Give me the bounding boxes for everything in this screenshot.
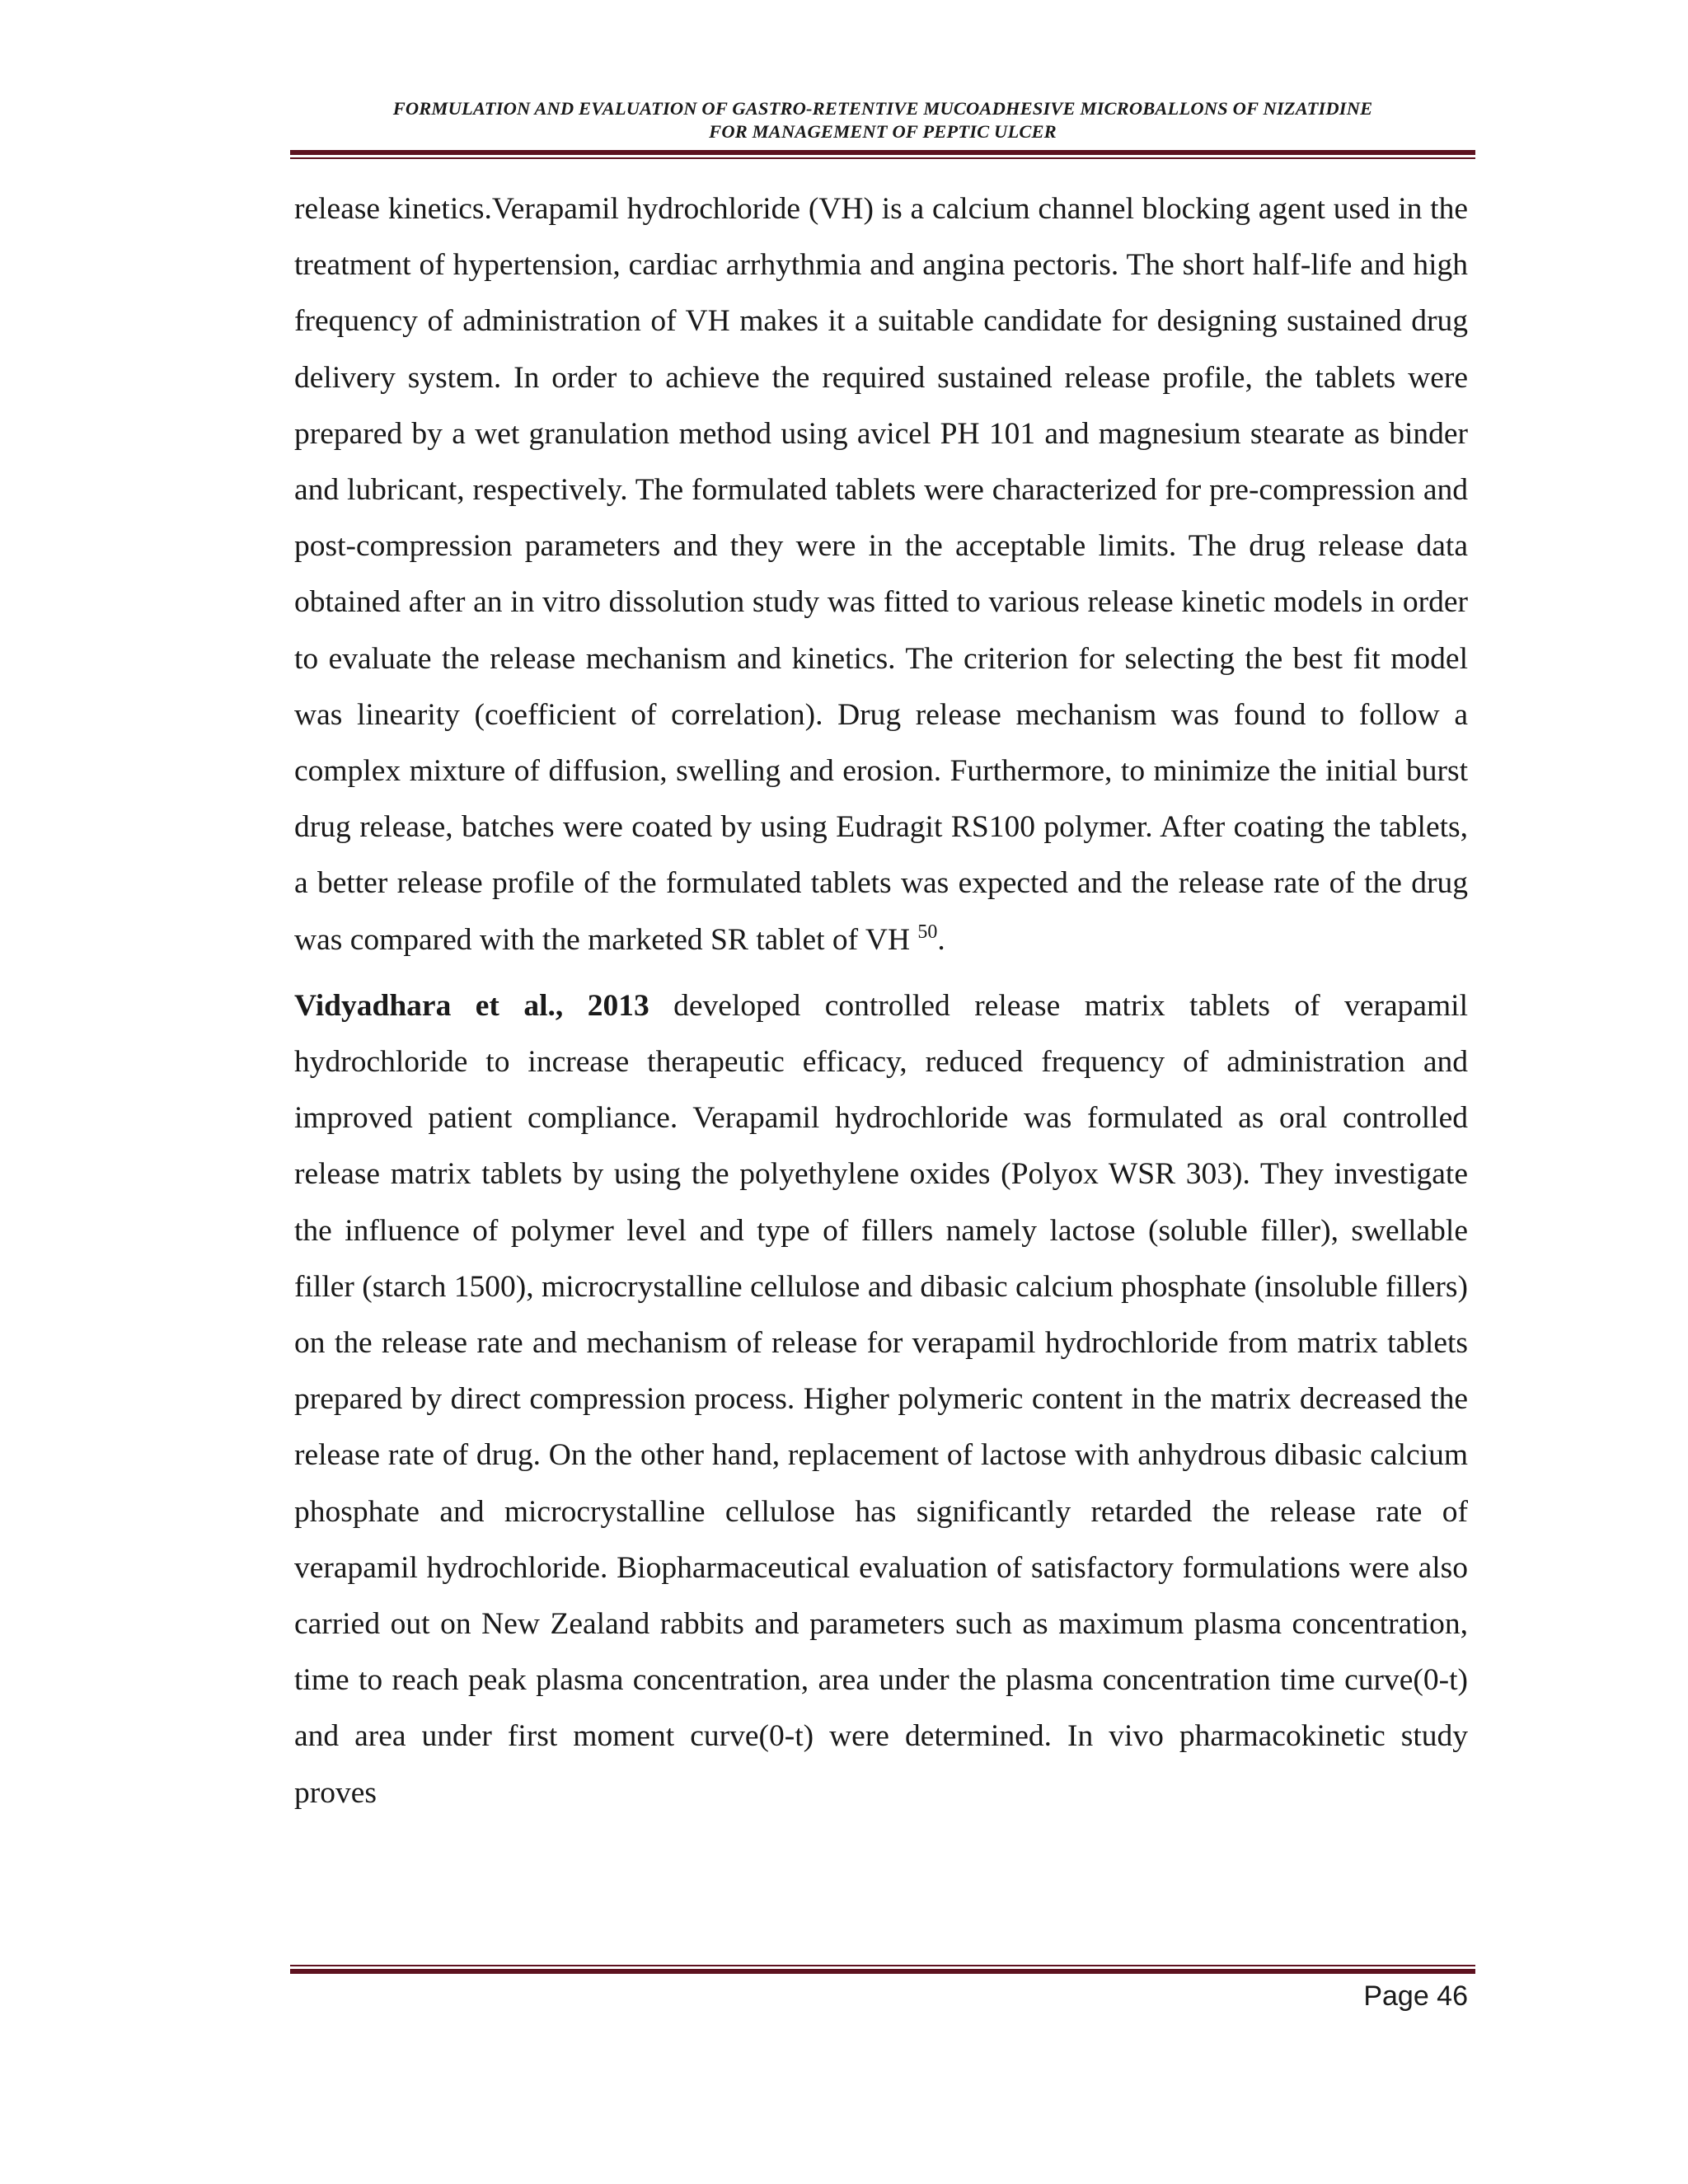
header-rule-thick: [290, 150, 1475, 155]
running-header-line-1: FORMULATION AND EVALUATION OF GASTRO-RETENTIVE MUCOADHESIVE MICROBALLONS OF NIZATIDINE: [392, 98, 1373, 119]
body-paragraph-1: [294, 181, 1468, 968]
footer-rule-thin: [290, 1965, 1475, 1966]
running-header-line-2: FOR MANAGEMENT OF PEPTIC ULCER: [709, 121, 1057, 142]
running-header: [293, 97, 1473, 143]
paragraph-1-end: .: [937, 922, 945, 957]
paragraph-1-text: release kinetics.Verapamil hydrochloride (VH) is a calcium channel blocking agent used in the treatment of hypertension, cardiac arrhythmia and angina pectoris. The short half-life and high frequency of administration of VH makes it a suitable candidate for designing sustained drug delivery system. In order to achieve the required sustained release profile, the tablets were prepared by a wet granulation method using avicel PH 101 and magnesium stearate as binder and lubricant, respectively. The formulated tablets were characterized for pre-compression and post-compression parameters and they were in the acceptable limits. The drug release data obtained after an in vitro dissolution study was fitted to various release kinetic models in order to evaluate the release mechanism and kinetics. The criterion for selecting the best fit model was linearity (coefficient of correlation). Drug release mechanism was found to follow a complex mixture of diffusion, swelling and erosion. Furthermore, to minimize the initial burst drug release, batches were coated by using Eudragit RS100 polymer. After coating the tablets, a better release profile of the formulated tablets was expected and the release rate of the drug was compared with the marketed SR tablet of VH: [294, 192, 1468, 957]
citation-reference: 50: [917, 921, 938, 943]
author-citation: Vidyadhara et al., 2013: [294, 988, 649, 1023]
header-rule-thin: [290, 157, 1475, 159]
paragraph-2-text: developed controlled release matrix tablets of verapamil hydrochloride to increase therapeutic efficacy, reduced frequency of administration and improved patient compliance. Verapamil hydrochloride was formulated as oral controlled release matrix tablets by using the polyethylene oxides (Polyox WSR 303). They investigate the influence of polymer level and type of fillers namely lactose (soluble filler), swellable filler (starch 1500), microcrystalline cellulose and dibasic calcium phosphate (insoluble fillers) on the release rate and mechanism of release for verapamil hydrochloride from matrix tablets prepared by direct compression process. Higher polymeric content in the matrix decreased the release rate of drug. On the other hand, replacement of lactose with anhydrous dibasic calcium phosphate and microcrystalline cellulose has significantly retarded the release rate of verapamil hydrochloride. Biopharmaceutical evaluation of satisfactory formulations were also carried out on New Zealand rabbits and parameters such as maximum plasma concentration, time to reach peak plasma concentration, area under the plasma concentration time curve(0-t) and area under first moment curve(0-t) were determined. In vivo pharmacokinetic study proves: [294, 988, 1468, 1810]
page-body: [294, 181, 1468, 1821]
body-paragraph-2: [294, 978, 1468, 1821]
page-number: Page 46: [1363, 1980, 1468, 2012]
footer-rule-thick: [290, 1969, 1475, 1974]
